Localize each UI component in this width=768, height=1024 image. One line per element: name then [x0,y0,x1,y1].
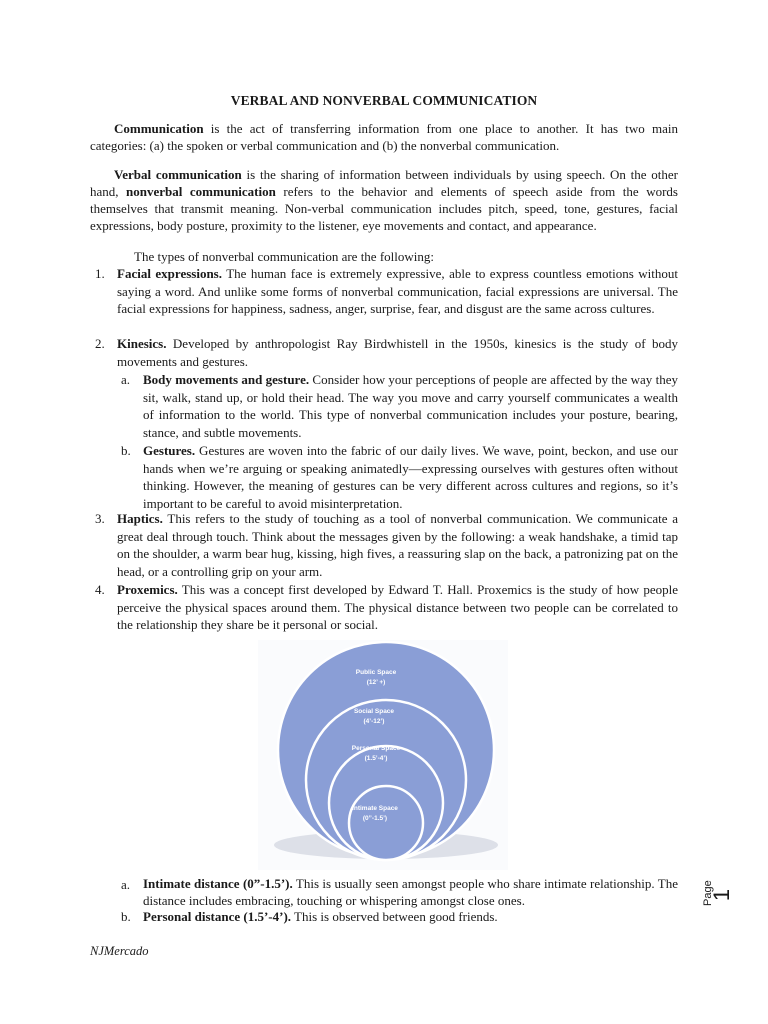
intimate-space-circle [349,786,423,860]
item-heading: Body movements and gesture. [143,372,310,387]
item-text: This is usually seen amongst people who share intimate relationship. The distance includes embracing, touching or whispering amongst close ones. [143,876,678,908]
list-item-facial-expressions [117,265,678,318]
list-number: 1. [95,266,105,281]
sub-item-gestures [143,442,678,512]
sub-item-personal-distance [143,908,678,926]
paragraph-communication [90,120,678,154]
item-text: Gestures are woven into the fabric of our daily lives. We wave, point, beckon, and use our hands when we’re arguing or speaking animatedly—expressing ourselves with gestures often without thinking. However, the meaning of gestures can be very different across cultures and regions, so it’s important to be careful to avoid misinterpretation. [143,443,678,511]
item-heading: Haptics. [117,511,163,526]
sub-item-body-movements [143,371,678,441]
list-number: 2. [95,336,105,351]
public-space-label: Public Space [355,669,397,676]
sub-letter: a. [121,372,131,387]
social-space-label: Social Space [353,708,395,715]
item-heading: Proxemics. [117,582,178,597]
page-label: Page [702,880,714,906]
sub-letter: a. [121,877,131,892]
item-heading: Kinesics. [117,336,167,351]
document-title: VERBAL AND NONVERBAL COMMUNICATION [230,93,538,108]
item-text: This refers to the study of touching as a tool of nonverbal communication. We communicate a great deal through touch. Think about the messages given by the following: a weak handshake, a timid tap on the shoulder, a warm bear hug, kissing, high fives, a reassuring slap on the back, a patronizing pat on the head, or a controlling grip on your arm. [117,511,678,579]
list-number: 3. [95,511,105,526]
list-number: 4. [95,582,105,597]
paragraph-text: is the act of transferring information from one place to another. It has two main categories: (a) the spoken or verbal communication and (b) the nonverbal communication. [90,121,678,153]
paragraph-verbal [90,166,678,234]
paragraph-text: refers to the behavior and elements of speech aside from the words themselves that transmit meaning. Non-verbal communication includes pitch, speed, tone, gestures, facial expressions, body posture, proximity to the listener, eye movements and contact, and appearance. [90,184,678,233]
item-heading: Intimate distance (0”-1.5’). [143,876,293,891]
footer-author: NJMercado [90,944,149,958]
term-verbal-communication: Verbal communication [114,167,242,182]
term-communication: Communication [114,121,204,136]
social-space-range: (4’-12’) [363,718,385,725]
item-text: The human face is extremely expressive, able to express countless emotions without saying a word. And unlike some forms of nonverbal communication, facial expressions are universal. The facial expressions for happiness, sadness, anger, surprise, fear, and disgust are the same across cultures. [117,266,678,316]
sub-item-intimate-distance [143,876,678,909]
list-item-kinesics [117,335,678,370]
item-heading: Gestures. [143,443,196,458]
sub-letter: b. [121,909,131,924]
item-heading: Personal distance (1.5’-4’). [143,909,292,924]
paragraph-text: is the sharing of information between individuals by using speech. On the other hand, [90,167,678,199]
list-item-haptics [117,510,678,580]
public-space-range: (12’ +) [366,679,386,686]
sub-letter: b. [121,443,131,458]
intimate-space-label: Intimate Space [352,805,398,812]
item-text: Consider how your perceptions of people are affected by the way they sit, walk, stand up, or hold their head. The way you move and carry yourself communicates a wealth of information to the world. This type of nonverbal communication includes your posture, bearing, stance, and subtle movements. [143,372,679,440]
item-text: This is observed between good friends. [291,909,498,924]
item-heading: Facial expressions. [117,266,222,281]
term-nonverbal-communication: nonverbal communication [126,184,276,199]
personal-space-range: (1.5’-4’) [364,755,388,762]
proxemics-diagram [258,640,508,870]
intimate-space-range: (0”-1.5’) [362,815,388,822]
item-text: This was a concept first developed by Edward T. Hall. Proxemics is the study of how people perceive the physical spaces around them. The physical distance between two people can be correlated to the relationship they share be it personal or social. [117,582,678,632]
item-text: Developed by anthropologist Ray Birdwhistell in the 1950s, kinesics is the study of body movements and gestures. [117,336,678,369]
personal-space-label: Personal Space [351,745,401,752]
page-digit: 1 [709,888,735,902]
list-item-proxemics [117,581,678,634]
types-intro: The types of nonverbal communication are the following: [134,249,434,264]
page-number [702,880,748,940]
